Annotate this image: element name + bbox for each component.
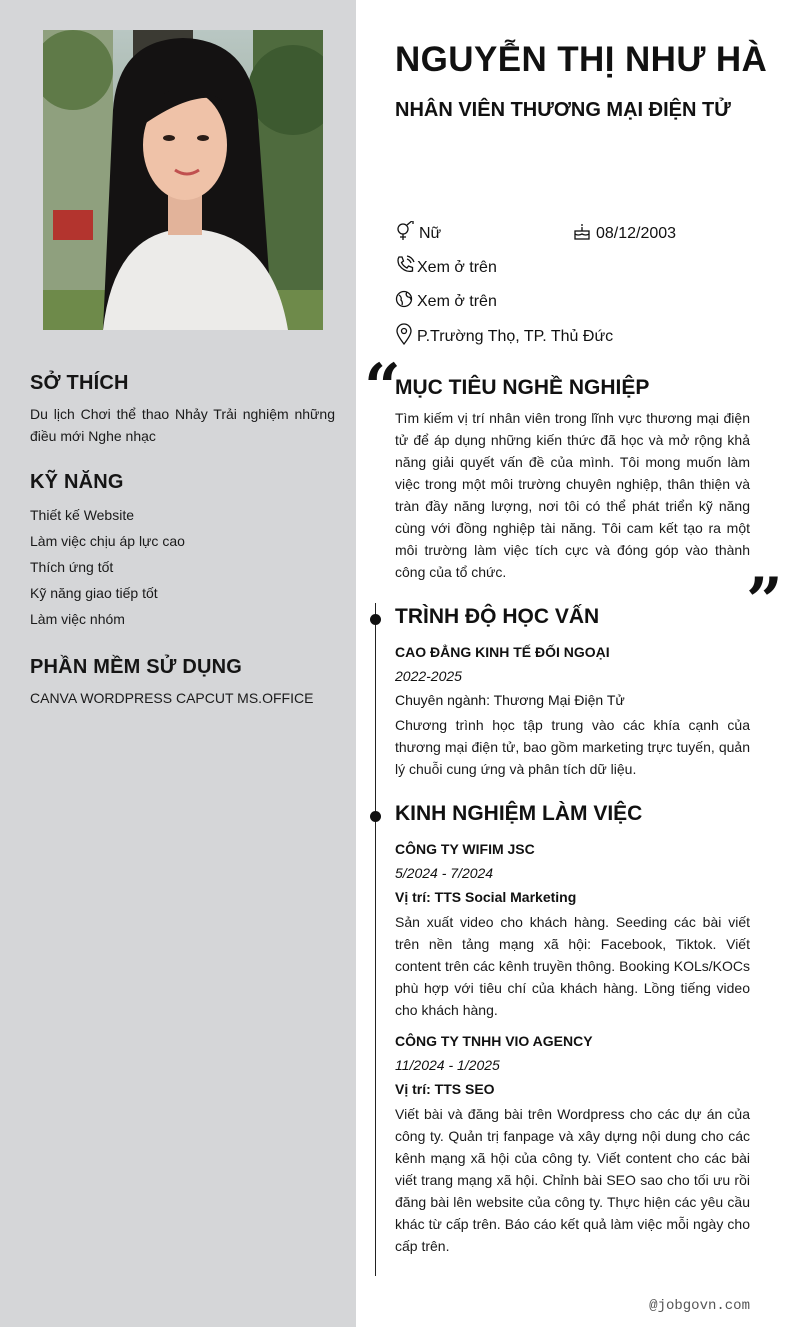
skills-title: KỸ NĂNG [30, 471, 124, 493]
globe-icon [395, 289, 417, 314]
education-description: Chương trình học tập trung vào các khía cạnh của thương mại điện tử, bao gồm marketing trực tuyến, quản lý chuỗi cung ứng và phân tích dữ liệu. [395, 717, 750, 777]
cake-icon [572, 221, 594, 246]
skill-item: Thiết kế Website [30, 507, 135, 523]
software-section [30, 656, 335, 709]
objective-text: Tìm kiếm vị trí nhân viên trong lĩnh vực thương mại điện tử để áp dụng những kiến thức đã học và mở rộng khả năng giải quyết vấn đề của mình. Tôi mong muốn làm việc trong một môi trường chuyên nghiệp, thân thiện và tràn đầy năng lượng, nơi tôi có thể phát triển kỹ năng cùng với đồng nghiệp tài năng. Tôi cam kết tạo ra một môi trường làm việc tích cực và đóng góp vào thành công của tổ chức. [395, 410, 750, 580]
job-position: Vị trí: TTS SEO [395, 1081, 495, 1097]
job-company: CÔNG TY WIFIM JSC [395, 841, 535, 857]
skill-item: Kỹ năng giao tiếp tốt [30, 585, 158, 601]
hobbies-text: Du lịch Chơi thể thao Nhảy Trải nghiệm những điều mới Nghe nhạc [30, 406, 335, 444]
job-description: Sản xuất video cho khách hàng. Seeding các bài viết trên nền tảng mạng xã hội: Facebook, Tiktok. Viết content trên các kênh truyền thông. Booking KOLs/KOCs phù hợp với tiêu chí của khách hàng. Lồng tiếng video cho khách hàng. [395, 914, 750, 1018]
phone-row [395, 255, 497, 280]
timeline-dot [370, 614, 381, 625]
education-school: CAO ĐẲNG KINH TẾ ĐỐI NGOẠI [395, 644, 610, 660]
website-row [395, 289, 497, 314]
phone-icon [395, 255, 417, 280]
education-title: TRÌNH ĐỘ HỌC VẤN [395, 605, 600, 628]
education-major: Chuyên ngành: Thương Mại Điện Tử [395, 692, 625, 708]
gender-value: Nữ [419, 224, 442, 242]
gender-icon [395, 221, 419, 246]
website-value: Xem ở trên [417, 292, 497, 310]
quote-open-icon: “ [364, 350, 401, 425]
software-text: CANVA WORDPRESS CAPCUT MS.OFFICE [30, 690, 314, 706]
job-title: NHÂN VIÊN THƯƠNG MẠI ĐIỆN TỬ [395, 99, 731, 121]
timeline-dot [370, 811, 381, 822]
skill-item: Thích ứng tốt [30, 559, 114, 575]
phone-value: Xem ở trên [417, 258, 497, 276]
job-position: Vị trí: TTS Social Marketing [395, 889, 577, 905]
address-row [395, 323, 613, 350]
birthday-value: 08/12/2003 [596, 224, 677, 242]
experience-title: KINH NGHIỆM LÀM VIỆC [395, 802, 643, 825]
software-title: PHẦN MỀM SỬ DỤNG [30, 656, 243, 678]
skill-item: Làm việc nhóm [30, 611, 125, 627]
quote-close-icon: ” [746, 564, 783, 639]
job-description: Viết bài và đăng bài trên Wordpress cho các dự án của công ty. Quản trị fanpage và xây dựng nội dung cho các kênh mạng xã hội của công ty. Viết content cho các bài viết trang mạng xã hội. Chỉnh bài SEO sao cho tối ưu rồi đăng bài lên website của công ty. Thực hiện các yêu cầu khác từ cấp trên. Báo cáo kết quả làm việc mỗi ngày cho cấp trên. [395, 1106, 750, 1254]
education-period: 2022-2025 [395, 668, 462, 684]
footer-watermark: @jobgovn.com [649, 1298, 750, 1314]
hobbies-section [30, 372, 335, 447]
profile-photo [43, 30, 323, 330]
timeline-line [375, 603, 376, 1276]
job-period: 5/2024 - 7/2024 [395, 865, 494, 881]
sidebar [0, 0, 356, 1327]
objective-title: MỤC TIÊU NGHỀ NGHIỆP [395, 376, 650, 399]
birthday-row [572, 221, 676, 246]
map-pin-icon [395, 323, 417, 350]
job-company: CÔNG TY TNHH VIO AGENCY [395, 1033, 593, 1049]
skills-section [30, 471, 335, 632]
candidate-name: NGUYỄN THỊ NHƯ HÀ [395, 40, 768, 79]
hobbies-title: SỞ THÍCH [30, 372, 129, 394]
job-period: 11/2024 - 1/2025 [395, 1057, 500, 1073]
skill-item: Làm việc chịu áp lực cao [30, 533, 185, 549]
address-value: P.Trường Thọ, TP. Thủ Đức [417, 327, 614, 345]
gender-row [395, 221, 441, 246]
